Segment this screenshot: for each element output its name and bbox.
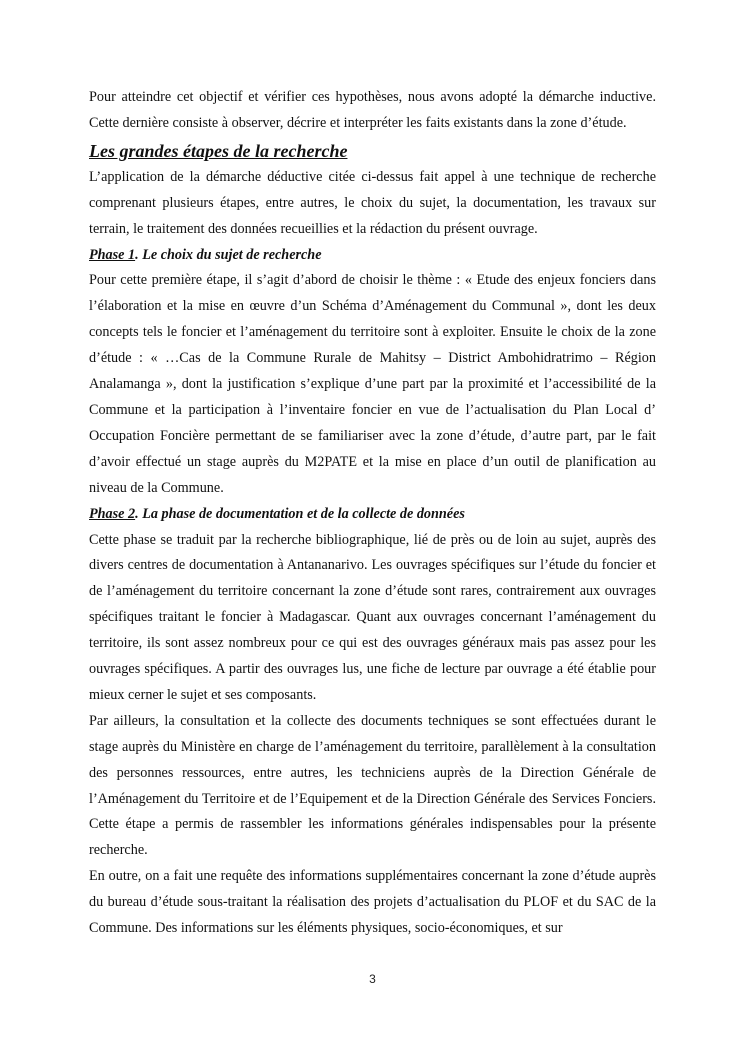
phase-2-title: . La phase de documentation et de la collecte de données xyxy=(135,505,465,522)
phase-1-title: . Le choix du sujet de recherche xyxy=(135,246,322,263)
document-page xyxy=(89,85,656,942)
intro-paragraph: Pour atteindre cet objectif et vérifier ces hypothèses, nous avons adopté la démarche inductive. Cette dernière consiste à observer, décrire et interpréter les faits existants dans la zone d’étude. xyxy=(89,89,656,131)
phase-1-label: Phase 1 xyxy=(89,246,136,263)
steps-intro-paragraph: L’application de la démarche déductive citée ci-dessus fait appel à une technique de recherche comprenant plusieurs étapes, entre autres, le choix du sujet, la documentation, les travaux sur terrain, le traitement des données recueillies et la rédaction du présent ouvrage. xyxy=(89,168,656,237)
phase-1-heading xyxy=(89,243,656,269)
phase-2-label: Phase 2 xyxy=(89,505,136,522)
request-paragraph: En outre, on a fait une requête des informations supplémentaires concernant la zone d’étude auprès du bureau d’étude sous-traitant la réalisation des projets d’actualisation du PLOF et du SAC de la Commune. Des informations sur les éléments physiques, socio-économiques, et sur xyxy=(89,868,656,937)
phase-2-paragraph: Cette phase se traduit par la recherche bibliographique, lié de près ou de loin au sujet, auprès des divers centres de documentation à Antananarivo. Les ouvrages spécifiques sur l’étude du foncier et de l’aménagement du territoire concernant la zone d’étude sont rares, contrairement aux ouvrages spécifiques traitant le foncier à Madagascar. Quant aux ouvrages concernant l’aménagement du territoire, ils sont assez nombreux pour ce qui est des ouvrages généraux mais pas assez pour les ouvrages spécifiques. A partir des ouvrages lus, une fiche de lecture par ouvrage a été établie pour mieux cerner le sujet et ses composants. xyxy=(89,531,656,703)
consultation-paragraph: Par ailleurs, la consultation et la collecte des documents techniques se sont effectuées durant le stage auprès du Ministère en charge de l’aménagement du territoire, parallèlement à la consultation des personnes ressources, entre autres, les techniciens auprès de la Direction Générale de l’Aménagement du Territoire et de l’Equipement et de la Direction Générale des Services Fonciers. Cette étape a permis de rassembler les informations générales indispensables pour la présente recherche. xyxy=(89,712,656,859)
phase-1-paragraph: Pour cette première étape, il s’agit d’abord de choisir le thème : « Etude des enjeux fonciers dans l’élaboration et la mise en œuvre d’un Schéma d’Aménagement du Communal », dont les deux concepts tels le foncier et l’aménagement du territoire sont à exploiter. Ensuite le choix de la zone d’étude : « …Cas de la Commune Rurale de Mahitsy – District Ambohidratrimo – Région Analamanga », dont la justification s’explique d’une part par la proximité et l’accessibilité de la Commune et la participation à l’inventaire foncier en vue de l’actualisation du Plan Local d’ Occupation Foncière permettant de se familiariser avec la zone d’étude, d’autre part, par le fait d’avoir effectué un stage auprès du M2PATE et la mise en place d’un outil de planification au niveau de la Commune. xyxy=(89,272,656,496)
section-heading: Les grandes étapes de la recherche xyxy=(89,140,348,161)
page-number: 3 xyxy=(369,972,376,986)
phase-2-heading xyxy=(89,502,656,528)
